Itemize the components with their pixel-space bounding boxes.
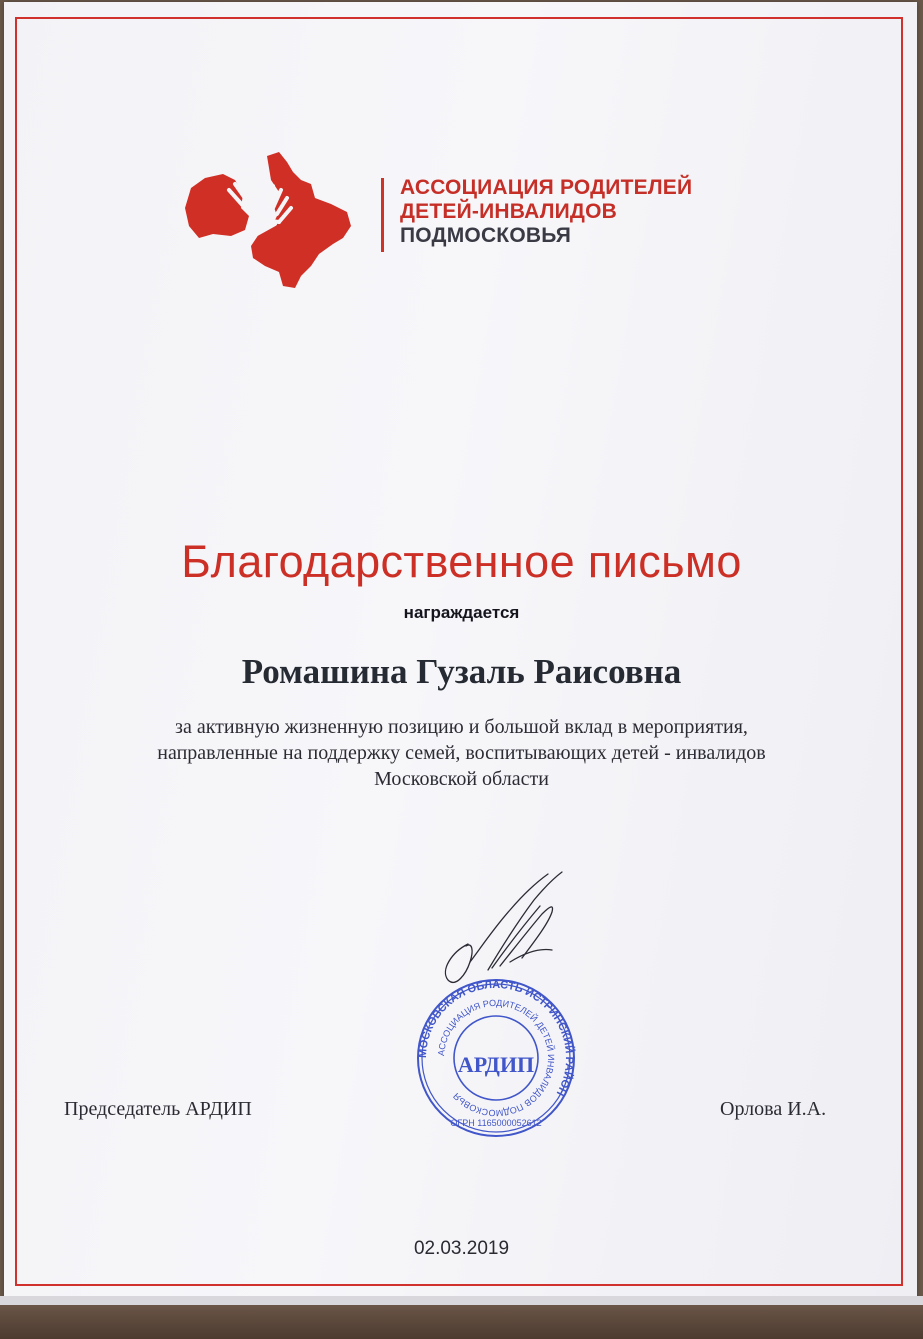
- awarded-label: награждается: [403, 603, 520, 622]
- award-reason: [60, 714, 863, 792]
- organization-stamp: [404, 976, 588, 1140]
- table-surface: [0, 1305, 923, 1339]
- organization-name-line1: АССОЦИАЦИЯ РОДИТЕЛЕЙ: [400, 176, 693, 199]
- organization-name-line3: ПОДМОСКОВЬЯ: [400, 224, 572, 247]
- logo-divider: [381, 178, 384, 252]
- organization-name-line2: ДЕТЕЙ-ИНВАЛИДОВ: [400, 200, 617, 223]
- stamp-outer-text: МОСКОВСКАЯ ОБЛАСТЬ ИСТРИНСКИЙ РАЙОН: [416, 978, 576, 1098]
- signatory-name: Орлова И.А.: [720, 1098, 827, 1120]
- stamp-inner-text: АССОЦИАЦИЯ РОДИТЕЛЕЙ ДЕТЕЙ ИНВАЛИДОВ ПОДМОСКОВЬЯ: [435, 997, 557, 1119]
- recipient-name: Ромашина Гузаль Раисовна: [241, 652, 682, 691]
- stamp-center-text: АРДИП: [457, 1052, 535, 1077]
- certificate-title: Благодарственное письмо: [181, 536, 742, 587]
- award-reason-line: Московской области: [374, 768, 549, 790]
- organization-logo-icon: [183, 150, 358, 290]
- award-reason-line: за активную жизненную позицию и большой вклад в мероприятия,: [175, 716, 748, 738]
- signatory-position: Председатель АРДИП: [64, 1098, 252, 1120]
- issue-date: 02.03.2019: [413, 1238, 510, 1259]
- stamp-ogrn: ОГРН 1165000052612: [450, 1118, 542, 1128]
- award-reason-line: направленные на поддержку семей, воспитывающих детей - инвалидов: [157, 742, 766, 764]
- organization-name: [400, 176, 692, 248]
